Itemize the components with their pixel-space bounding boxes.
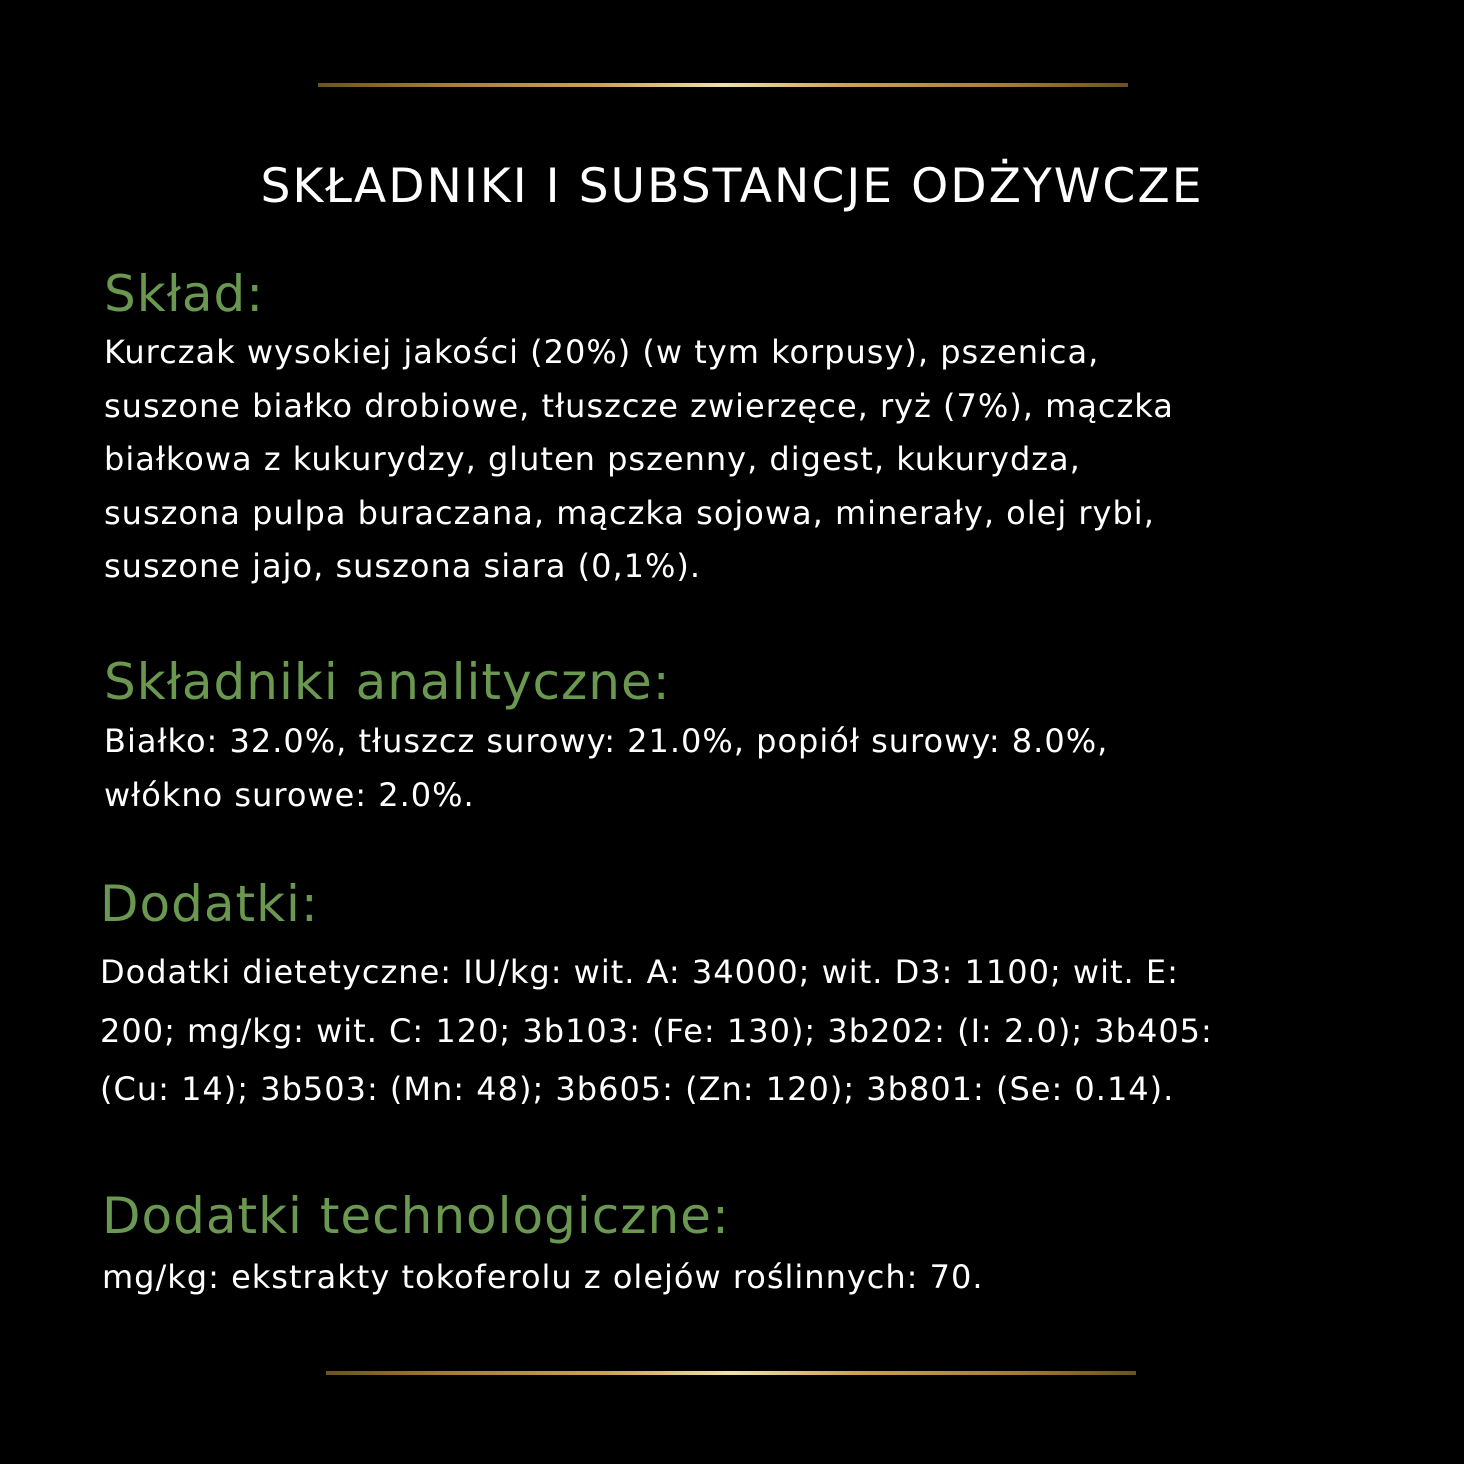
page-title: SKŁADNIKI I SUBSTANCJE ODŻYWCZE bbox=[260, 159, 1204, 214]
section-heading-dodatki: Dodatki: bbox=[100, 875, 319, 933]
body-line: 200; mg/kg: wit. C: 120; 3b103: (Fe: 130); 3b202: (I: 2.0); 3b405: bbox=[100, 1011, 1213, 1050]
section-body-sklad bbox=[104, 326, 1174, 594]
section-body-skladniki-analityczne bbox=[104, 714, 1108, 822]
section-heading-dodatki-technologiczne: Dodatki technologiczne: bbox=[102, 1187, 730, 1245]
body-line: Białko: 32.0%, tłuszcz surowy: 21.0%, popiół surowy: 8.0%, bbox=[104, 722, 1109, 760]
body-line: Kurczak wysokiej jakości (20%) (w tym korpusy), pszenica, bbox=[104, 333, 1100, 371]
section-heading-sklad: Skład: bbox=[104, 265, 265, 323]
section-body-dodatki-technologiczne bbox=[102, 1250, 984, 1304]
top-gold-divider bbox=[318, 83, 1128, 87]
body-line: włókno surowe: 2.0%. bbox=[104, 776, 475, 814]
bottom-gold-divider bbox=[326, 1371, 1136, 1375]
section-body-dodatki bbox=[100, 943, 1213, 1119]
body-line: białkowa z kukurydzy, gluten pszenny, digest, kukurydza, bbox=[104, 440, 1081, 478]
body-line: suszona pulpa buraczana, mączka sojowa, minerały, olej rybi, bbox=[104, 493, 1155, 532]
body-line: (Cu: 14); 3b503: (Mn: 48); 3b605: (Zn: 120); 3b801: (Se: 0.14). bbox=[100, 1070, 1175, 1108]
body-line: suszone jajo, suszona siara (0,1%). bbox=[104, 547, 702, 585]
section-heading-skladniki-analityczne: Składniki analityczne: bbox=[104, 653, 671, 711]
body-line: mg/kg: ekstrakty tokoferolu z olejów roślinnych: 70. bbox=[102, 1258, 984, 1296]
body-line: Dodatki dietetyczne: IU/kg: wit. A: 34000; wit. D3: 1100; wit. E: bbox=[100, 953, 1179, 991]
body-line: suszone białko drobiowe, tłuszcze zwierzęce, ryż (7%), mączka bbox=[104, 386, 1174, 425]
